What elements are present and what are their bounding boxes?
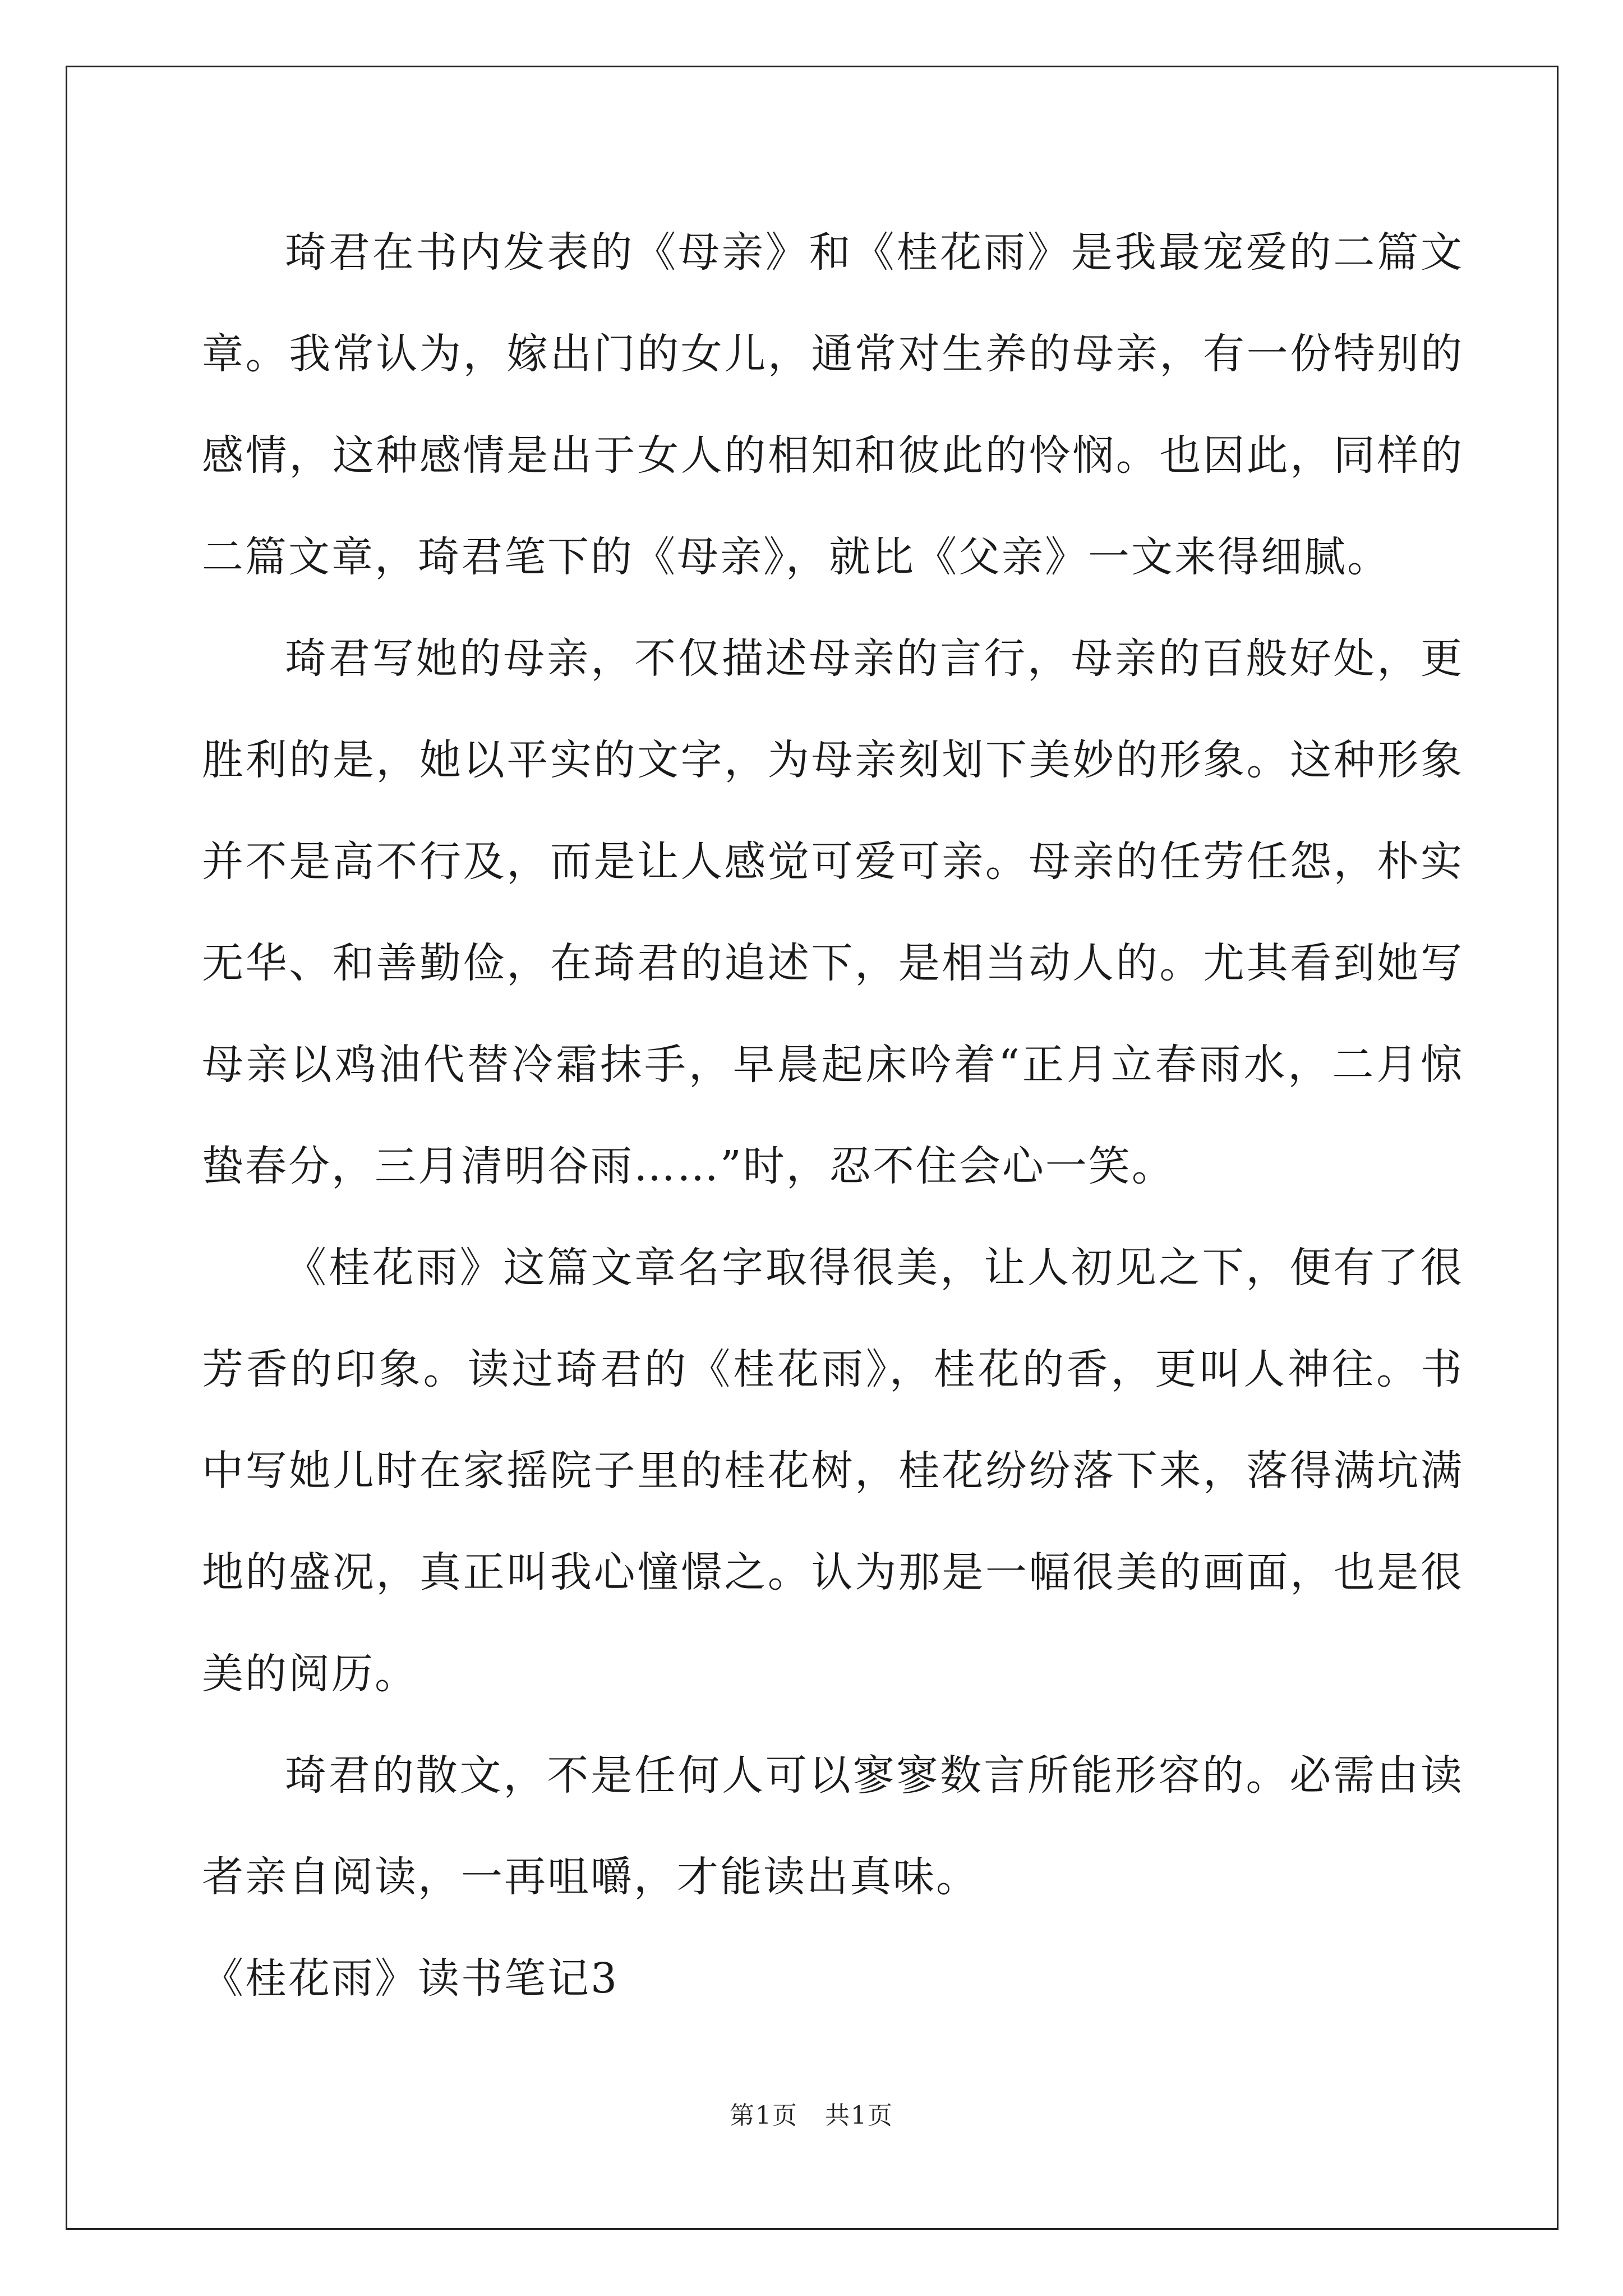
paragraph-4: 琦君的散文，不是任何人可以寥寥数言所能形容的。必需由读者亲自阅读，一再咀嚼，才能读出真味。 [202, 1751, 1464, 1901]
section-heading: 《桂花雨》读书笔记3 [202, 1954, 619, 2003]
page-footer [0, 2095, 1623, 2131]
paragraph-3: 《桂花雨》这篇文章名字取得很美，让人初见之下，便有了很芳香的印象。读过琦君的《桂花雨》，桂花的香，更叫人神往。书中写她儿时在家摇院子里的桂花树，桂花纷纷落下来，落得满坑满地的盛况，真正叫我心憧憬之。认为那是一幅很美的画面，也是很美的阅历。 [202, 1244, 1464, 1698]
page-number: 第1页 [730, 2101, 798, 2130]
document-body [202, 202, 1464, 2030]
paragraph-2: 琦君写她的母亲，不仅描述母亲的言行，母亲的百般好处，更胜利的是，她以平实的文字，为母亲刻划下美妙的形象。这种形象并不是高不行及，而是让人感觉可爱可亲。母亲的任劳任怨，朴实无华、和善勤俭，在琦君的追述下，是相当动人的。尤其看到她写母亲以鸡油代替冷霜抹手，早晨起床吟着“正月立春雨水，二月惊蛰春分，三月清明谷雨……”时，忍不住会心一笑。 [202, 634, 1464, 1190]
page-total: 共1页 [825, 2101, 893, 2130]
paragraph-1: 琦君在书内发表的《母亲》和《桂花雨》是我最宠爱的二篇文章。我常认为，嫁出门的女儿，通常对生养的母亲，有一份特别的感情，这种感情是出于女人的相知和彼此的怜悯。也因此，同样的二篇文章，琦君笔下的《母亲》，就比《父亲》一文来得细腻。 [202, 228, 1464, 581]
